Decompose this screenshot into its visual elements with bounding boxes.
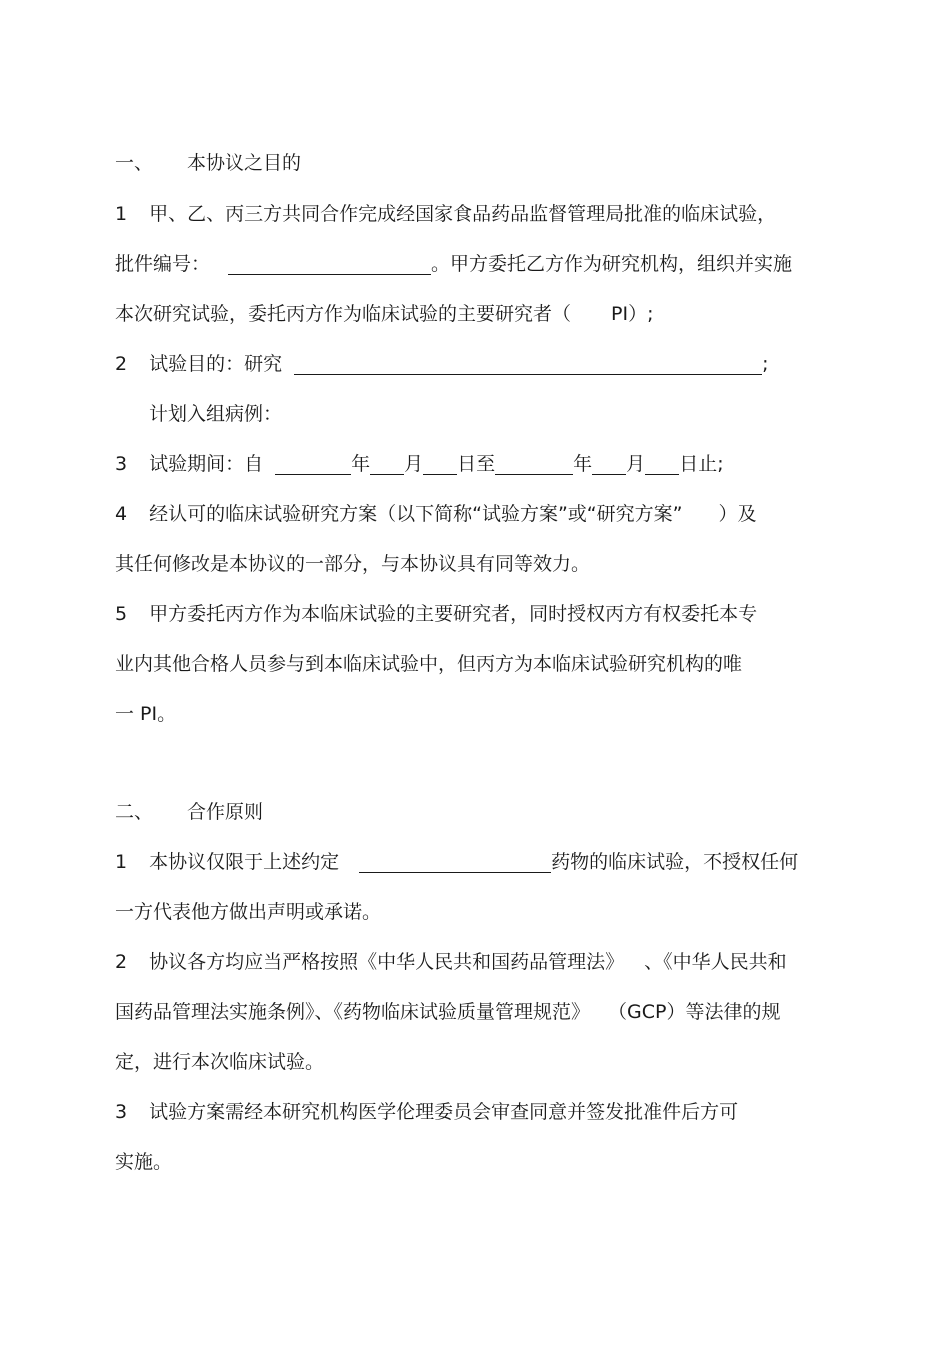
planned-enrollment-label: 计划入组病例：	[149, 403, 283, 425]
section1-title: 本协议之目的	[187, 152, 302, 174]
s2-item2-text1a: 协议各方均应当严格按照《中华人民共和国药品管理法》	[149, 951, 625, 973]
s2-item1-text1: 本协议仅限于上述约定	[149, 851, 340, 873]
trial-purpose-blank[interactable]	[294, 352, 762, 375]
s1-item4-text1: 经认可的临床试验研究方案（以下简称“试验方案”或“研究方案”	[149, 503, 683, 525]
s1-item4-line1	[115, 499, 756, 529]
s2-item3-text1: 试验方案需经本研究机构医学伦理委员会审查同意并签发批准件后方可	[149, 1101, 739, 1123]
s2-item2-text2a: 国药品管理法实施条例》、《药物临床试验质量管理规范》	[115, 1001, 591, 1023]
s1-item4-number: 4	[115, 503, 128, 525]
s1-item1-text1: 甲、乙、丙三方共同合作完成经国家食品药品监督管理局批准的临床试验，	[149, 203, 777, 225]
drug-name-blank[interactable]	[359, 850, 551, 873]
s2-item3-line2	[115, 1147, 172, 1177]
s1-item4-text1-end: ）及	[718, 503, 757, 525]
s1-item4-line2	[115, 549, 590, 579]
s1-item3-line1	[115, 449, 724, 479]
s2-item2-line2	[115, 997, 780, 1027]
section2-number: 二、	[115, 801, 154, 823]
s2-item1-number: 1	[115, 851, 128, 873]
section2-heading	[115, 797, 263, 827]
end-day-label: 日止;	[679, 453, 724, 475]
end-month-blank[interactable]	[592, 452, 626, 475]
section2-title: 合作原则	[187, 801, 264, 823]
s2-item2-number: 2	[115, 951, 128, 973]
start-day-label: 日至	[457, 453, 496, 475]
start-month-label: 月	[404, 453, 424, 475]
s2-item2-line1	[115, 947, 787, 977]
s1-item1-line2	[115, 249, 792, 279]
start-month-blank[interactable]	[370, 452, 404, 475]
start-year-blank[interactable]	[275, 452, 351, 475]
s1-item1-number: 1	[115, 203, 128, 225]
s2-item3-text2: 实施。	[115, 1151, 173, 1173]
s1-item5-line1	[115, 599, 757, 629]
s1-item5-text2: 业内其他合格人员参与到本临床试验中，但丙方为本临床试验研究机构的唯	[115, 653, 743, 675]
trial-period-label: 试验期间：自	[149, 453, 264, 475]
s1-item5-line2	[115, 649, 742, 679]
s1-item1-text2: 。甲方委托乙方作为研究机构，组织并实施	[431, 253, 793, 275]
s1-item1-line1	[115, 199, 776, 229]
s1-item5-text3: 一 PI。	[115, 703, 177, 725]
s2-item1-text2: 一方代表他方做出声明或承诺。	[115, 901, 382, 923]
section1-heading	[115, 148, 301, 178]
s1-item5-number: 5	[115, 603, 128, 625]
s1-item2-number: 2	[115, 353, 128, 375]
s1-item2-end: ;	[762, 353, 769, 375]
end-year-blank[interactable]	[495, 452, 573, 475]
approval-number-blank[interactable]	[228, 252, 431, 275]
s2-item1-line1	[115, 847, 798, 877]
s1-item1-text3: 本次研究试验，委托丙方作为临床试验的主要研究者（	[115, 303, 572, 325]
s2-item1-text1-end: 药物的临床试验，不授权任何	[551, 851, 799, 873]
approval-number-label: 批件编号：	[115, 253, 211, 275]
s1-item5-line3	[115, 699, 176, 729]
s1-item5-text1: 甲方委托丙方作为本临床试验的主要研究者，同时授权丙方有权委托本专	[149, 603, 758, 625]
start-day-blank[interactable]	[423, 452, 457, 475]
end-day-blank[interactable]	[645, 452, 679, 475]
s1-item1-line3	[115, 299, 653, 329]
s1-item3-number: 3	[115, 453, 128, 475]
end-year-label: 年	[573, 453, 593, 475]
s2-item1-line2	[115, 897, 381, 927]
trial-purpose-label: 试验目的：研究	[149, 353, 283, 375]
s2-item2-text3: 定，进行本次临床试验。	[115, 1051, 325, 1073]
s1-item2-line1	[115, 349, 769, 379]
s2-item2-line3	[115, 1047, 324, 1077]
s2-item2-text1b: 、《中华人民共和	[644, 951, 787, 973]
section1-number: 一、	[115, 152, 154, 174]
start-year-label: 年	[351, 453, 371, 475]
end-month-label: 月	[626, 453, 646, 475]
s1-item2-line2	[149, 399, 282, 429]
s1-item4-text2: 其任何修改是本协议的一部分，与本协议具有同等效力。	[115, 553, 591, 575]
s2-item3-number: 3	[115, 1101, 128, 1123]
s2-item2-text2b: （GCP）等法律的规	[608, 1001, 781, 1023]
s1-item1-pi: PI）;	[611, 303, 654, 325]
s2-item3-line1	[115, 1097, 738, 1127]
